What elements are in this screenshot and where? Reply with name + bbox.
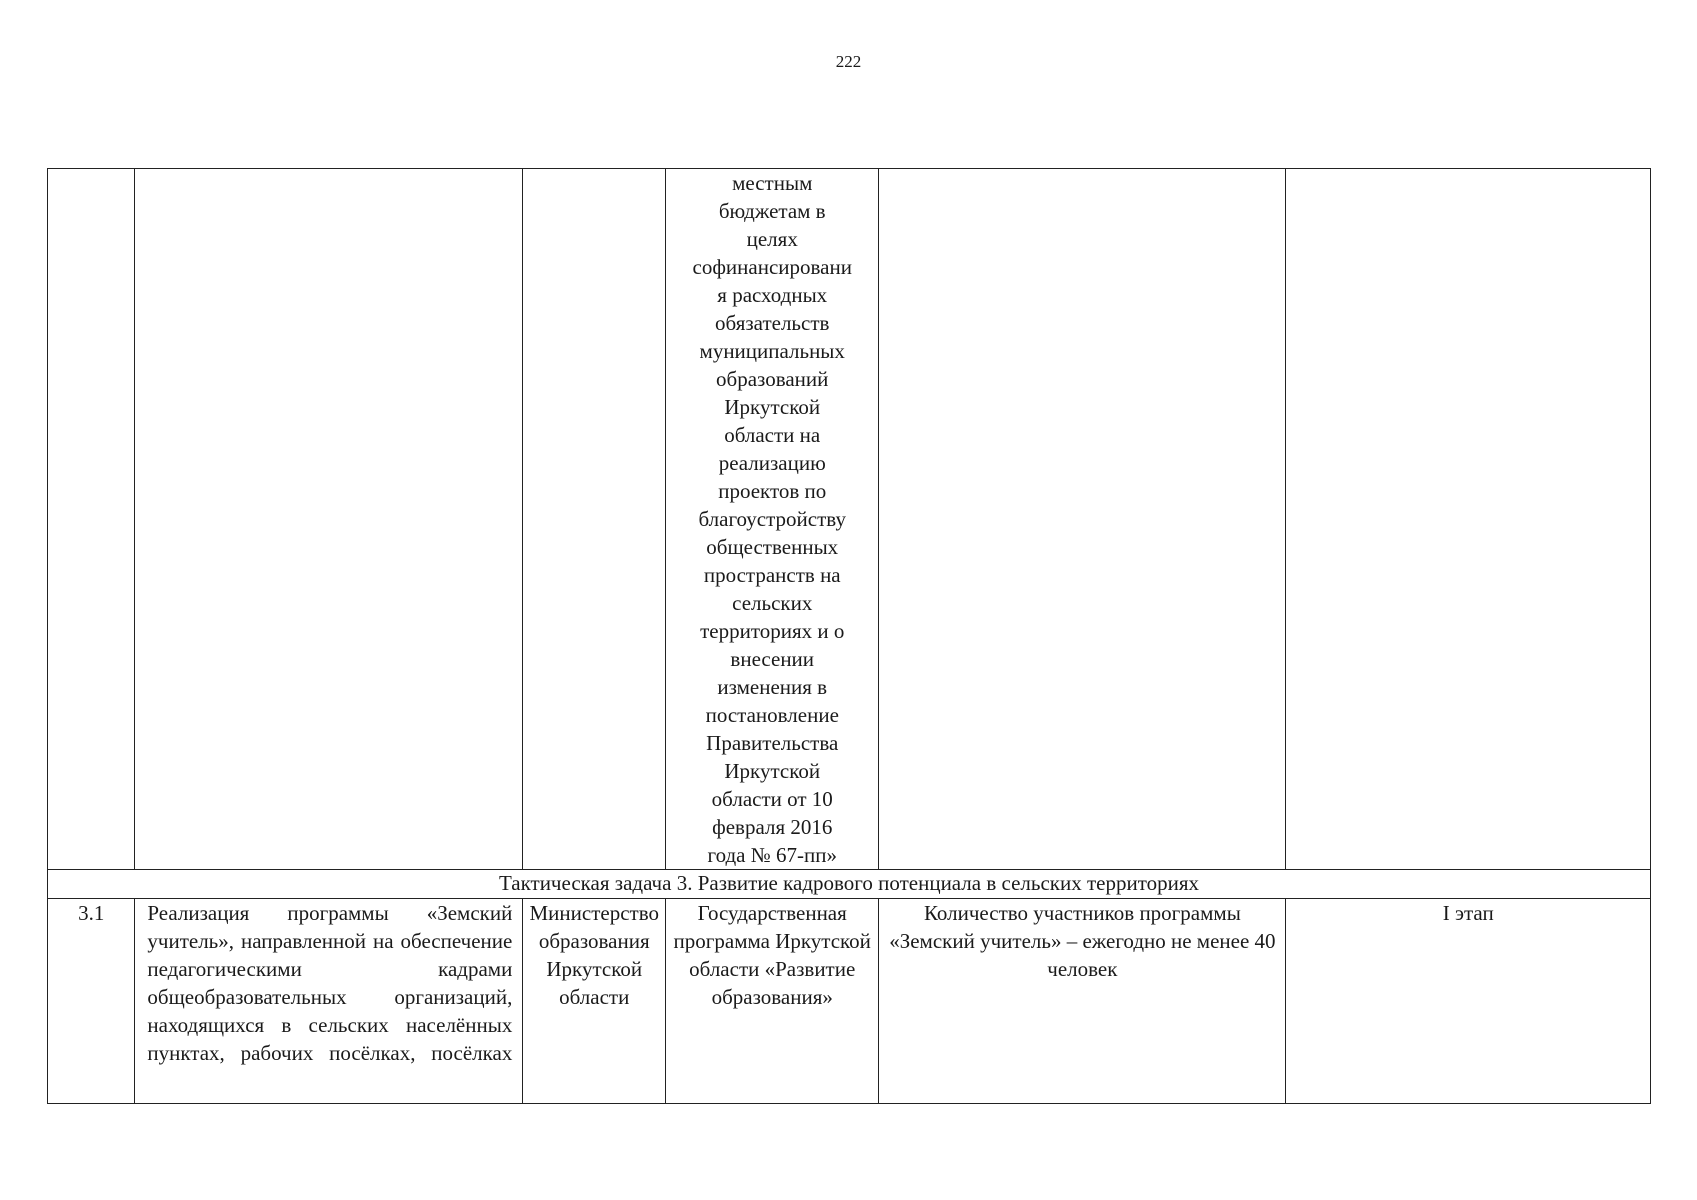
basis-line: территориях и о	[700, 619, 845, 643]
cell-name	[135, 169, 523, 870]
cell-indicator: Количество участников программы «Земский учитель» – ежегодно не менее 40 человек	[879, 899, 1286, 1104]
cell-indicator	[879, 169, 1286, 870]
cell-stage: I этап	[1286, 899, 1651, 1104]
basis-line: области от 10	[711, 787, 833, 811]
table-row-continuation	[48, 169, 1651, 870]
section-heading-row	[48, 870, 1651, 899]
page-number: 222	[835, 52, 862, 71]
basis-line: внесении	[730, 647, 815, 671]
basis-line: Иркутской	[724, 395, 821, 419]
basis-line: я расходных	[717, 283, 828, 307]
cell-basis	[666, 169, 879, 870]
basis-line: проектов по	[718, 479, 827, 503]
basis-line: обязательств	[715, 311, 830, 335]
basis-line: изменения в	[717, 675, 828, 699]
basis-line: пространств на	[703, 563, 841, 587]
basis-line: постановление	[705, 703, 839, 727]
cell-number: 3.1	[48, 899, 135, 1104]
basis-line: Иркутской	[724, 759, 821, 783]
basis-line: сельских	[732, 591, 813, 615]
basis-line: общественных	[706, 535, 839, 559]
basis-line: Правительства	[706, 731, 839, 755]
cell-executor	[523, 169, 666, 870]
cell-basis: Государственная программа Иркутской области «Развитие образования»	[666, 899, 879, 1104]
cell-number	[48, 169, 135, 870]
basis-line: реализацию	[718, 451, 826, 475]
cell-name: Реализация программы «Земский учитель», направленной на обеспечение педагогическими кадрами общеобразовательных организаций, находящихся в сельских населённых пунктах, рабочих посёлках, посёлках	[135, 899, 523, 1104]
table-row	[48, 899, 1651, 1104]
cell-stage	[1286, 169, 1651, 870]
basis-line: муниципальных	[699, 339, 845, 363]
basis-line: софинансировани	[692, 255, 852, 279]
measures-table	[47, 168, 1651, 1104]
cell-executor: Министерство образования Иркутской области	[523, 899, 666, 1104]
basis-line: образований	[716, 367, 829, 391]
basis-line: местным	[732, 171, 813, 195]
basis-line: целях	[746, 227, 798, 251]
basis-line: благоустройству	[698, 507, 846, 531]
basis-line: февраля 2016	[712, 815, 833, 839]
section-title: Тактическая задача 3. Развитие кадрового потенциала в сельских территориях	[48, 870, 1651, 899]
basis-line: бюджетам в	[718, 199, 826, 223]
basis-line: года № 67-пп»	[707, 843, 837, 867]
basis-line: области на	[724, 423, 821, 447]
